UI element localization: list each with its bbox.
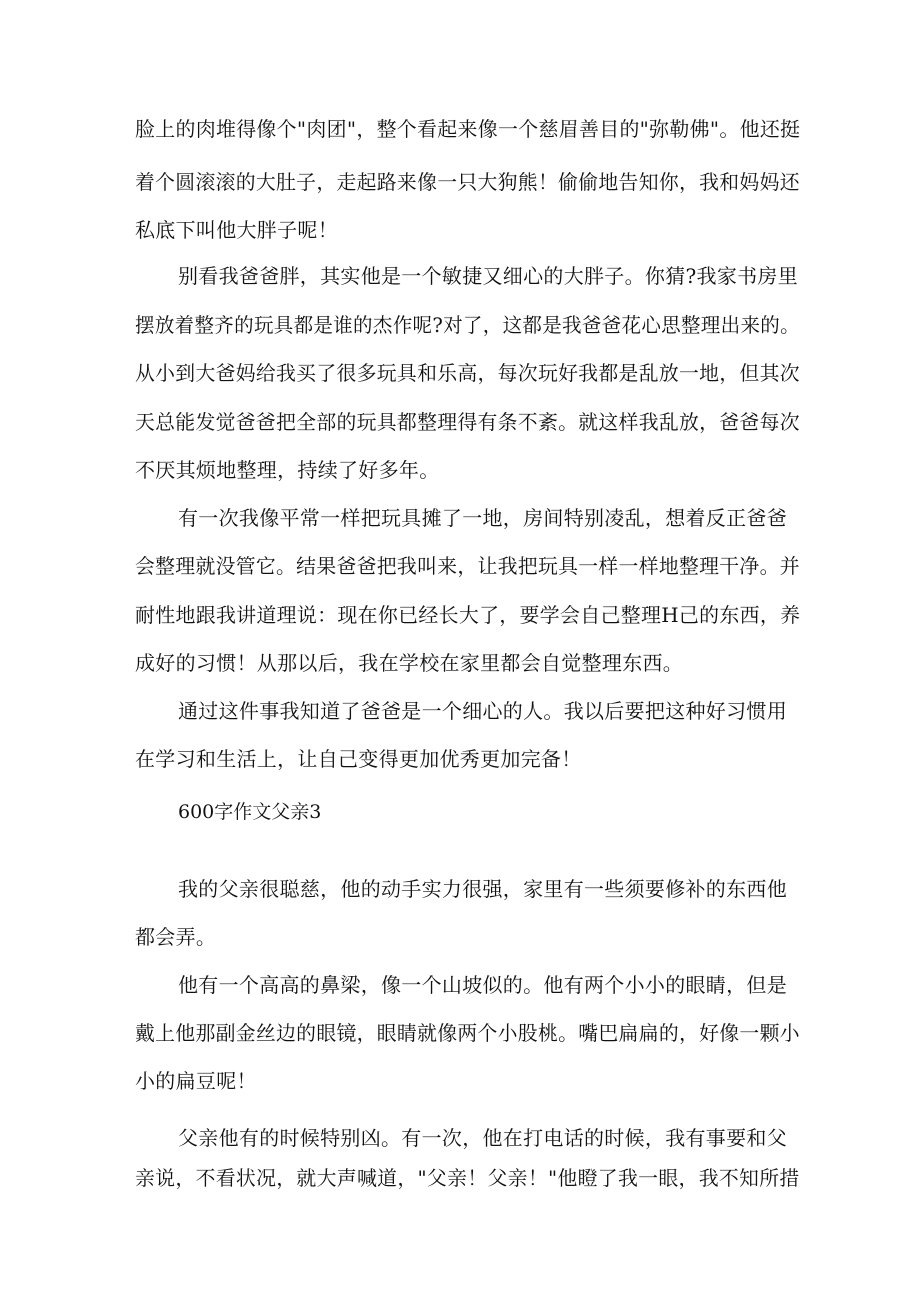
paragraph-2-line-5: 不厌其烦地整理，持续了好多年。 [135,458,440,482]
paragraph-6-line-1: 他有一个高高的鼻梁，像一个山坡似的。他有两个小小的眼睛，但是 [178,973,787,997]
paragraph-6-line-3: 小的扁豆呢！ [135,1069,257,1093]
paragraph-5-line-1: 我的父亲很聪慈，他的动手实力很强，家里有一些须要修补的东西他 [178,877,787,901]
paragraph-1-line-1: 脸上的肉堆得像个"肉团"，整个看起来像一个慈眉善目的"弥勒佛"。他还挺 [135,117,801,141]
paragraph-1-line-3: 私底下叫他大胖子呢！ [135,218,338,242]
paragraph-2-line-2: 摆放着整齐的玩具都是谁的杰作呢?对了，这都是我爸爸花心思整理出来的。 [135,313,800,337]
paragraph-5-line-2: 都会弄。 [135,925,217,949]
paragraph-2-line-1: 别看我爸爸胖，其实他是一个敏捷又细心的大胖子。你猜?我家书房里 [178,264,799,288]
paragraph-2-line-3: 从小到大爸妈给我买了很多玩具和乐高，每次玩好我都是乱放一地，但其次 [135,361,800,385]
paragraph-6-line-2: 戴上他那副金丝边的眼镜，眼睛就像两个小股桃。嘴巴扁扁的，好像一颗小 [135,1021,800,1045]
paragraph-3-line-1: 有一次我像平常一样把玩具摊了一地，房间特别凌乱，想着反正爸爸 [178,506,787,530]
paragraph-4-line-2: 在学习和生活上，让自己变得更加优秀更加完备！ [135,747,582,771]
paragraph-1-line-2: 着个圆滚滚的大肚子，走起路来像一只大狗熊！偷偷地告知你，我和妈妈还 [135,170,800,194]
section-heading: 600字作文父亲3 [178,801,322,823]
paragraph-3-line-2: 会整理就没管它。结果爸爸把我叫来，让我把玩具一样一样地整理干净。并 [135,554,800,578]
paragraph-7-line-2: 亲说，不看状况，就大声喊道，"父亲！父亲！"他瞪了我一眼，我不知所措 [135,1166,800,1190]
paragraph-3-line-4: 成好的习惯！从那以后，我在学校在家里都会自觉整理东西。 [135,651,684,675]
paragraph-3-line-3: 耐性地跟我讲道理说：现在你已经长大了，要学会自己整理H己的东西，养 [135,603,801,627]
paragraph-2-line-4: 天总能发觉爸爸把全部的玩具都整理得有条不紊。就这样我乱放，爸爸每次 [135,410,800,434]
paragraph-7-line-1: 父亲他有的时候特别凶。有一次，他在打电话的时候，我有事要和父 [178,1126,787,1150]
paragraph-4-line-1: 通过这件事我知道了爸爸是一个细心的人。我以后要把这种好习惯用 [178,699,787,723]
